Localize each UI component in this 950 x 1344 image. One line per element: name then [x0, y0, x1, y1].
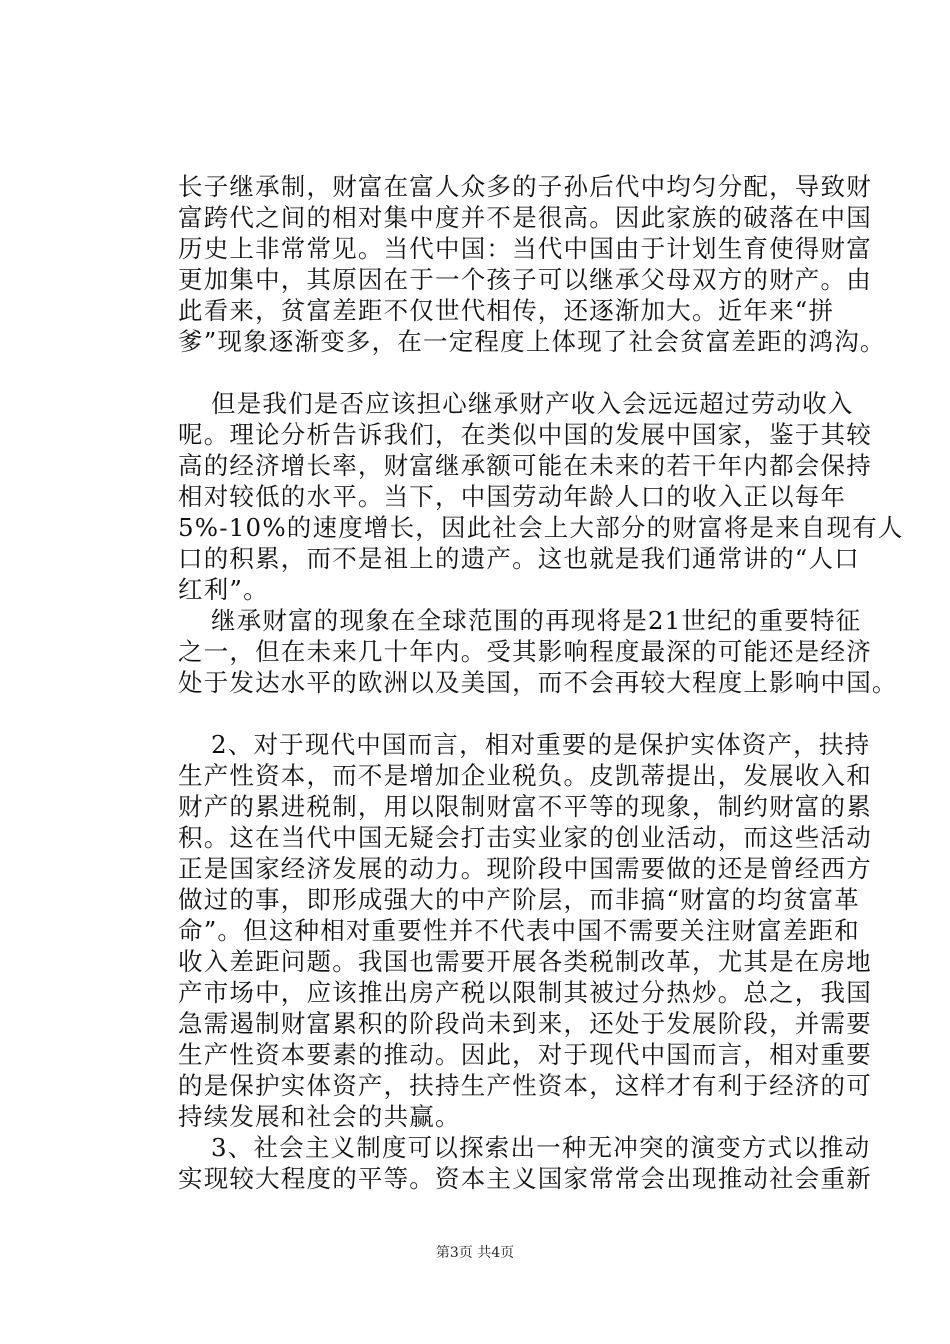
text-line: 的是保护实体资产，扶持生产性资本，这样才有利于经济的可 — [178, 1071, 872, 1100]
text-line: 高的经济增长率，财富继承额可能在未来的若干年内都会保持 — [178, 451, 872, 480]
text-line: 红利”。 — [178, 575, 269, 604]
text-line: 收入差距问题。我国也需要开展各类税制改革，尤其是在房地 — [178, 947, 872, 976]
text-line: 生产性资本，而不是增加企业税负。皮凯蒂提出，发展收入和 — [178, 761, 872, 790]
text-line: 爹”现象逐渐变多，在一定程度上体现了社会贫富差距的鸿沟。 — [178, 327, 886, 356]
text-line: 做过的事，即形成强大的中产阶层，而非搞“财富的均贫富革 — [178, 885, 860, 914]
text-line: 命”。但这种相对重要性并不代表中国不需要关注财富差距和 — [178, 916, 860, 945]
text-line: 生产性资本要素的推动。因此，对于现代中国而言，相对重要 — [178, 1040, 872, 1069]
page-footer: 第3页 共4页 — [435, 1245, 515, 1261]
text-line: 富跨代之间的相对集中度并不是很高。因此家族的破落在中国 — [178, 203, 872, 232]
text-line: 但是我们是否应该担心继承财产收入会远远超过劳动收入 — [211, 389, 854, 418]
text-line: 3、社会主义制度可以探索出一种无冲突的演变方式以推动 — [211, 1133, 871, 1162]
text-line: 继承财富的现象在全球范围的再现将是21世纪的重要特征 — [211, 606, 862, 635]
text-line: 5%-10%的速度增长，因此社会上大部分的财富将是来自现有人 — [178, 513, 904, 542]
text-line: 正是国家经济发展的动力。现阶段中国需要做的还是曾经西方 — [178, 854, 872, 883]
text-line: 积。这在当代中国无疑会打击实业家的创业活动，而这些活动 — [178, 823, 872, 852]
text-line: 之一，但在未来几十年内。受其影响程度最深的可能还是经济 — [178, 637, 872, 666]
text-line: 呢。理论分析告诉我们，在类似中国的发展中国家，鉴于其较 — [178, 420, 872, 449]
text-line: 急需遏制财富累积的阶段尚未到来，还处于发展阶段，并需要 — [178, 1009, 872, 1038]
text-line: 相对较低的水平。当下，中国劳动年龄人口的收入正以每年 — [178, 482, 847, 511]
text-line: 口的积累，而不是祖上的遗产。这也就是我们通常讲的“人口 — [178, 544, 860, 573]
text-line: 实现较大程度的平等。资本主义国家常常会出现推动社会重新 — [178, 1164, 872, 1193]
text-line: 2、对于现代中国而言，相对重要的是保护实体资产，扶持 — [211, 730, 871, 759]
text-line: 产市场中，应该推出房产税以限制其被过分热炒。总之，我国 — [178, 978, 872, 1007]
text-line: 历史上非常常见。当代中国：当代中国由于计划生育使得财富 — [178, 234, 872, 263]
text-line: 长子继承制，财富在富人众多的子孙后代中均匀分配，导致财 — [178, 172, 872, 201]
text-line: 处于发达水平的欧洲以及美国，而不会再较大程度上影响中国。 — [178, 668, 898, 697]
text-line: 持续发展和社会的共赢。 — [178, 1102, 461, 1131]
text-line: 此看来，贫富差距不仅世代相传，还逐渐加大。近年来“拼 — [178, 296, 835, 325]
text-line: 更加集中，其原因在于一个孩子可以继承父母双方的财产。由 — [178, 265, 872, 294]
text-line: 财产的累进税制，用以限制财富不平等的现象，制约财富的累 — [178, 792, 872, 821]
